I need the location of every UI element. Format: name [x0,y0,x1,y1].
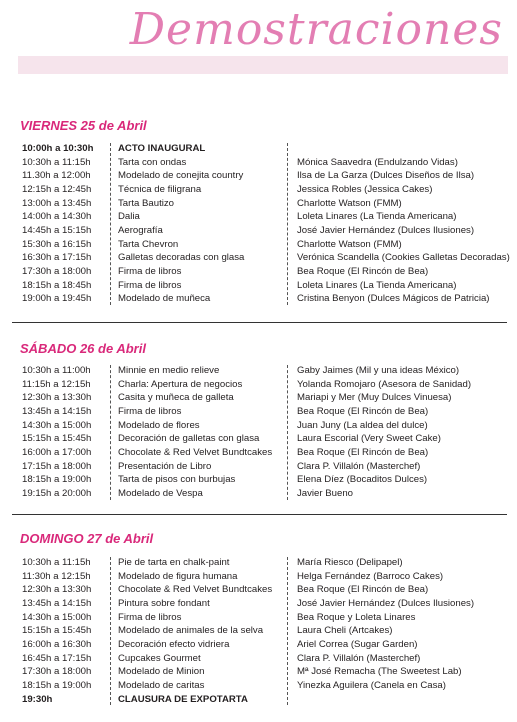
time-slot: 11.30h a 12:00h [22,170,91,182]
activity-name: Modelado de caritas [118,679,205,691]
schedule-row [0,679,517,693]
time-slot: 15:15h a 15:45h [22,625,92,637]
activity-name: Minnie en medio relieve [118,365,220,376]
presenter-name: Clara P. Villalón (Masterchef) [297,652,421,664]
presenter-name: Juan Juny (La aldea del dulce) [297,419,428,431]
time-slot: 10:30h a 11:15h [22,156,91,168]
presenter-name: Verónica Scandella (Cookies Galletas Decoradas) [297,252,510,264]
activity-name: Tarta de pisos con burbujas [118,474,236,486]
presenter-name: Loleta Linares (La Tienda Americana) [297,279,457,291]
schedule-row [0,556,517,570]
time-slot: 10:30h a 11:00h [22,365,91,376]
time-slot: 16:00h a 16:30h [22,638,92,650]
schedule-row [0,473,517,487]
presenter-name: José Javier Hernández (Dulces Ilusiones) [297,224,475,236]
presenter-name: Javier Bueno [297,487,353,499]
time-slot: 13:45h a 14:15h [22,597,92,609]
presenter-name: Charlotte Watson (FMM) [297,197,402,209]
time-slot: 12:15h a 12:45h [22,183,92,195]
activity-name: Modelado de figura humana [118,570,238,582]
schedule-row [0,224,517,238]
activity-name: ACTO INAUGURAL [118,143,206,154]
time-slot: 14:00h a 14:30h [22,211,92,223]
day-title: DOMINGO 27 de Abril [20,531,154,546]
activity-name: Casita y muñeca de galleta [118,392,234,404]
presenter-name: Jessica Robles (Jessica Cakes) [297,183,433,195]
activity-name: Firma de libros [118,611,182,623]
time-slot: 10:30h a 11:15h [22,557,91,568]
schedule-row [0,279,517,293]
time-slot: 18:15h a 18:45h [22,279,92,291]
schedule-row [0,238,517,252]
schedule-row [0,391,517,405]
time-slot: 19:30h [22,693,53,705]
schedule-row [0,570,517,584]
time-slot: 17:15h a 18:00h [22,460,92,472]
day-title: VIERNES 25 de Abril [20,118,147,133]
schedule-row [0,446,517,460]
header-banner [0,0,517,108]
activity-name: Tarta con ondas [118,156,187,168]
schedule-row [0,487,517,501]
presenter-name: María Riesco (Delipapel) [297,557,403,568]
presenter-name: Loleta Linares (La Tienda Americana) [297,211,457,223]
schedule-row [0,597,517,611]
presenter-name: Bea Roque (El Rincón de Bea) [297,446,429,458]
presenter-name: Gaby Jaimes (Mil y una ideas México) [297,365,460,376]
presenter-name: Elena Díez (Bocaditos Dulces) [297,474,428,486]
activity-name: Charla: Apertura de negocios [118,378,243,390]
activity-name: Modelado de muñeca [118,293,211,305]
time-slot: 11:15h a 12:15h [22,378,91,390]
schedule-row [0,292,517,306]
time-slot: 16:00h a 17:00h [22,446,92,458]
activity-name: Técnica de filigrana [118,183,202,195]
time-slot: 17:30h a 18:00h [22,666,92,678]
time-slot: 14:30h a 15:00h [22,611,92,623]
day-separator [12,322,507,323]
activity-name: Tarta Bautizo [118,197,174,209]
activity-name: Firma de libros [118,279,182,291]
schedule-row [0,378,517,392]
activity-name: CLAUSURA DE EXPOTARTA [118,693,248,705]
presenter-name: Bea Roque (El Rincón de Bea) [297,265,429,277]
activity-name: Modelado de conejita country [118,170,244,182]
presenter-name: Cristina Benyon (Dulces Mágicos de Patricia) [297,293,490,305]
activity-name: Modelado de flores [118,419,200,431]
time-slot: 19:00h a 19:45h [22,293,92,305]
activity-name: Chocolate & Red Velvet Bundtcakes [118,446,273,458]
time-slot: 12:30h a 13:30h [22,584,92,596]
activity-name: Firma de libros [118,405,182,417]
time-slot: 14:30h a 15:00h [22,419,92,431]
schedule-row [0,405,517,419]
presenter-name: Mariapi y Mer (Muy Dulces Vinuesa) [297,392,452,404]
activity-name: Modelado de Minion [118,666,205,678]
activity-name: Decoración efecto vidriera [118,638,230,650]
time-slot: 18:15h a 19:00h [22,679,92,691]
time-slot: 19:15h a 20:00h [22,487,92,499]
schedule-row [0,652,517,666]
time-slot: 11:30h a 12:15h [22,570,91,582]
activity-name: Presentación de Libro [118,460,212,472]
schedule-row [0,265,517,279]
time-slot: 14:45h a 15:15h [22,224,92,236]
schedule-row [0,197,517,211]
activity-name: Tarta Chevron [118,238,179,250]
activity-name: Aerografía [118,224,163,236]
time-slot: 16:30h a 17:15h [22,252,92,264]
activity-name: Modelado de animales de la selva [118,625,264,637]
presenter-name: Laura Cheli (Artcakes) [297,625,393,637]
schedule-row [0,183,517,197]
presenter-name: Helga Fernández (Barroco Cakes) [297,570,444,582]
day-title: SÁBADO 26 de Abril [20,341,146,356]
schedule-row [0,624,517,638]
time-slot: 17:30h a 18:00h [22,265,92,277]
time-slot: 16:45h a 17:15h [22,652,92,664]
activity-name: Firma de libros [118,265,182,277]
time-slot: 18:15h a 19:00h [22,474,92,486]
presenter-name: Yolanda Romojaro (Asesora de Sanidad) [297,378,472,390]
presenter-name: Mónica Saavedra (Endulzando Vidas) [297,156,458,168]
schedule-row [0,693,517,707]
activity-name: Modelado de Vespa [118,487,203,499]
header-band [18,56,508,74]
schedule-row [0,142,517,156]
time-slot: 15:30h a 16:15h [22,238,92,250]
schedule-row [0,251,517,265]
activity-name: Decoración de galletas con glasa [118,433,260,445]
activity-name: Chocolate & Red Velvet Bundtcakes [118,584,273,596]
schedule-row [0,210,517,224]
schedule-row [0,364,517,378]
time-slot: 13:45h a 14:15h [22,405,92,417]
schedule-row [0,583,517,597]
presenter-name: Yinezka Aguilera (Canela en Casa) [297,679,446,691]
presenter-name: Bea Roque (El Rincón de Bea) [297,405,429,417]
presenter-name: Clara P. Villalón (Masterchef) [297,460,421,472]
schedule-row [0,638,517,652]
activity-name: Galletas decoradas con glasa [118,252,245,264]
time-slot: 12:30h a 13:30h [22,392,92,404]
presenter-name: Ariel Correa (Sugar Garden) [297,638,418,650]
presenter-name: Ilsa de La Garza (Dulces Diseños de Ilsa) [297,170,475,182]
page-title: Demostraciones [129,4,503,55]
presenter-name: Mª José Remacha (The Sweetest Lab) [297,666,462,678]
activity-name: Cupcakes Gourmet [118,652,201,664]
schedule-row [0,665,517,679]
schedule-row [0,419,517,433]
presenter-name: José Javier Hernández (Dulces Ilusiones) [297,597,475,609]
schedule-row [0,169,517,183]
presenter-name: Bea Roque y Loleta Linares [297,611,416,623]
activity-name: Dalia [118,211,140,223]
presenter-name: Bea Roque (El Rincón de Bea) [297,584,429,596]
time-slot: 10:00h a 10:30h [22,143,94,154]
time-slot: 15:15h a 15:45h [22,433,92,445]
schedule-row [0,156,517,170]
schedule-row [0,460,517,474]
presenter-name: Charlotte Watson (FMM) [297,238,402,250]
presenter-name: Laura Escorial (Very Sweet Cake) [297,433,441,445]
schedule-row [0,432,517,446]
day-separator [12,514,507,515]
activity-name: Pintura sobre fondant [118,597,210,609]
time-slot: 13:00h a 13:45h [22,197,92,209]
schedule-row [0,611,517,625]
activity-name: Pie de tarta en chalk-paint [118,557,230,568]
